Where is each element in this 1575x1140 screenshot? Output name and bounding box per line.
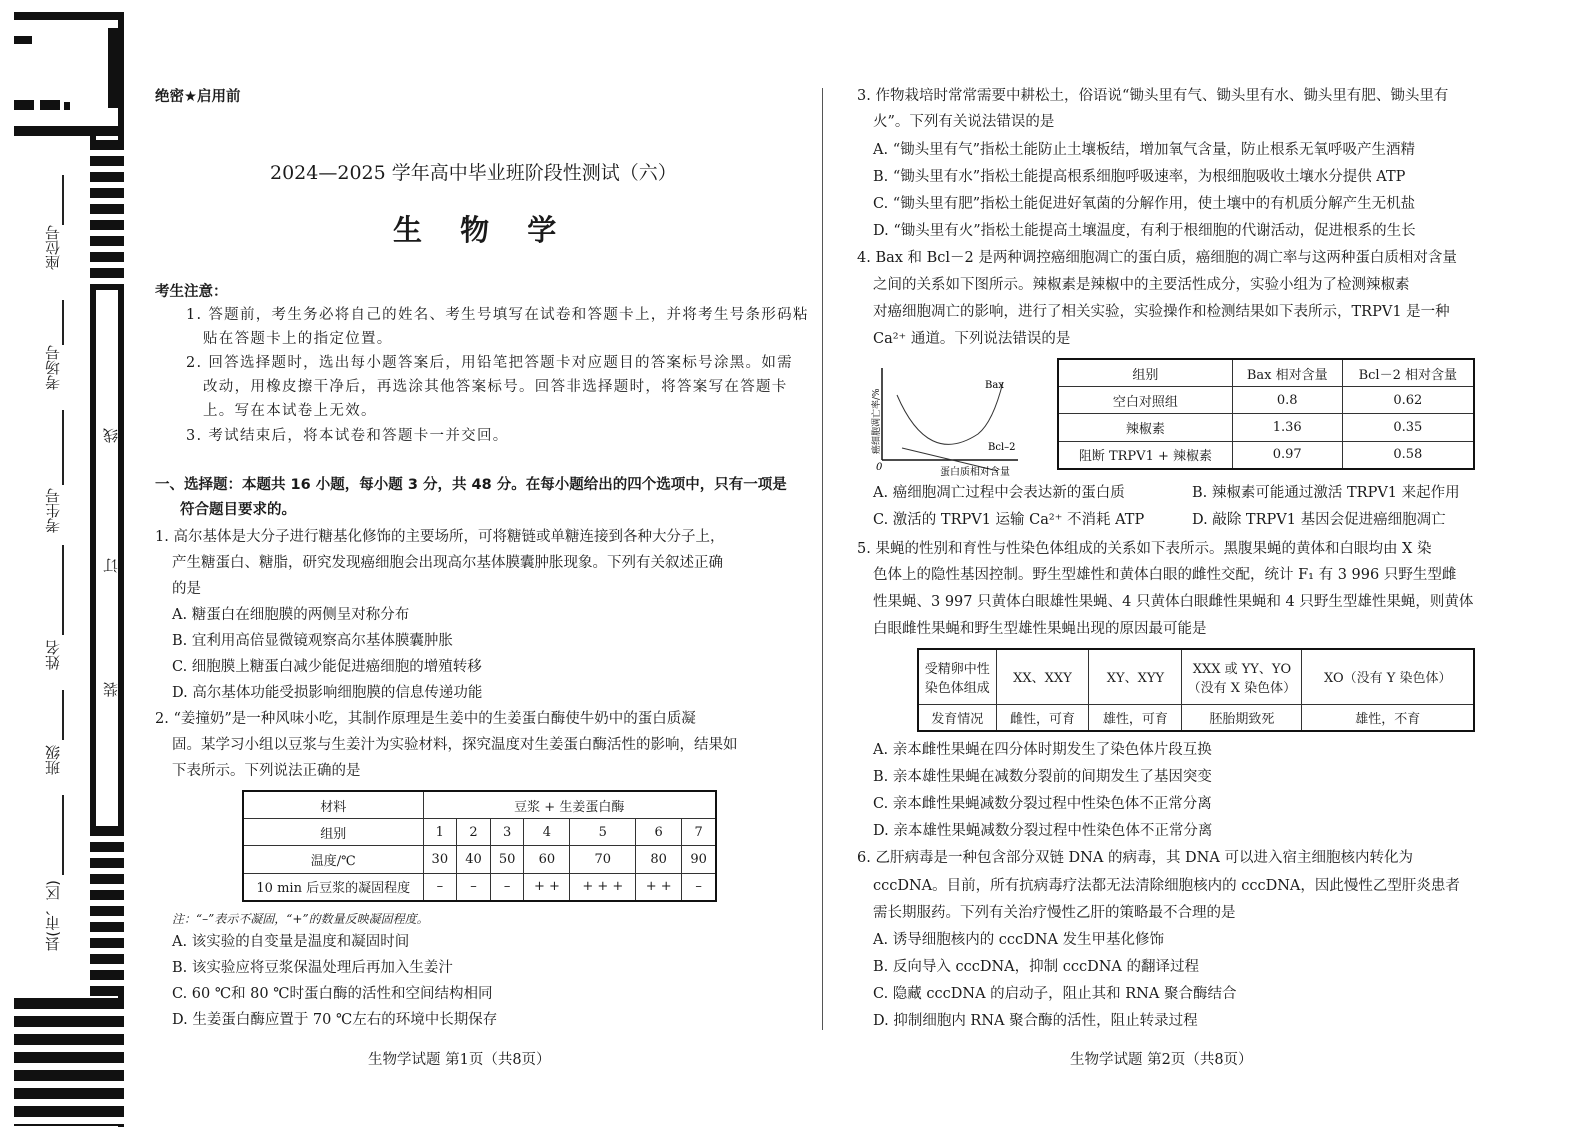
mark-line: 线	[102, 428, 120, 443]
question-stem: 产生糖蛋白、糖脂，研究发现癌细胞会出现高尔基体膜囊肿胀现象。下列有关叙述正确	[172, 555, 723, 571]
table-cell: 辣椒素	[1058, 414, 1232, 441]
option-c: C. 亲本雌性果蝇减数分裂过程中性染色体不正常分离	[873, 796, 1212, 812]
table-cell: 6	[636, 819, 682, 846]
table-cell: 4	[524, 819, 570, 846]
option-b: B. 宜利用高倍显微镜观察高尔基体膜囊肿胀	[172, 633, 453, 649]
option-d: D. 敲除 TRPV1 基因会促进癌细胞凋亡	[1192, 512, 1446, 528]
question-stem: 6. 乙肝病毒是一种包含部分双链 DNA 的病毒，其 DNA 可以进入宿主细胞核内转化为	[857, 850, 1413, 866]
question-stem: 白眼雌性果蝇和野生型雄性果蝇出现的原因最可能是	[873, 621, 1207, 637]
table-cell: 90	[682, 846, 716, 873]
option-a: A. 癌细胞凋亡过程中会表达新的蛋白质	[873, 485, 1125, 501]
table-row	[1058, 359, 1474, 387]
table-cell: 阻断 TRPV1 + 辣椒素	[1058, 441, 1232, 469]
option-a: A. 亲本雌性果蝇在四分体时期发生了染色体片段互换	[873, 742, 1212, 758]
option-a: A. 糖蛋白在细胞膜的两侧呈对称分布	[172, 607, 410, 623]
notice-line: 改动，用橡皮擦干净后，再选涂其他答案标号。回答非选择题时，将答案写在答题卡	[203, 379, 788, 395]
table-cell: 0.97	[1232, 441, 1342, 469]
table-header: 组别	[1058, 359, 1232, 387]
table-cell: 30	[423, 846, 457, 873]
section-heading: 一、选择题：本题共 16 小题，每小题 3 分，共 48 分。在每小题给出的四个选项中，只有一项是	[155, 477, 787, 493]
field-class: 班级	[44, 745, 62, 775]
option-b: B. 反向导入 cccDNA，抑制 cccDNA 的翻译过程	[873, 959, 1199, 975]
table-cell: 0.35	[1342, 414, 1474, 441]
table-row	[918, 704, 1474, 731]
option-d: D. 亲本雄性果蝇减数分裂过程中性染色体不正常分离	[873, 823, 1213, 839]
table-cell: 2	[457, 819, 491, 846]
table-cell: + +	[636, 873, 682, 901]
table-cell: –	[423, 873, 457, 901]
question-stem: 2. “姜撞奶”是一种风味小吃，其制作原理是生姜中的生姜蛋白酶使牛奶中的蛋白质凝	[155, 711, 696, 727]
table-row	[243, 873, 716, 901]
field-exam-number: 考生号	[44, 488, 62, 533]
table-cell: –	[457, 873, 491, 901]
table-header: 豆浆 + 生姜蛋白酶	[423, 791, 716, 819]
question-stem: Ca²⁺ 通道。下列说法错误的是	[873, 331, 1071, 347]
table-cell: 空白对照组	[1058, 387, 1232, 414]
option-b: B. 亲本雄性果蝇在减数分裂前的间期发生了基因突变	[873, 769, 1212, 785]
option-c: C. 激活的 TRPV1 运输 Ca²⁺ 不消耗 ATP	[873, 512, 1145, 528]
table-cell: 10 min 后豆浆的凝固程度	[243, 873, 423, 901]
notice-line: 贴在答题卡上的指定位置。	[203, 331, 393, 347]
confidential-label: 绝密★启用前	[155, 89, 241, 105]
subject-title: 生 物 学	[393, 213, 571, 247]
question-stem: 固。某学习小组以豆浆与生姜汁为实验材料，探究温度对生姜蛋白酶活性的影响，结果如	[172, 737, 738, 753]
table-cell: 0.62	[1342, 387, 1474, 414]
notice-heading: 考生注意：	[155, 284, 228, 300]
table-cell: 0.58	[1342, 441, 1474, 469]
option-a: A. 诱导细胞核内的 cccDNA 发生甲基化修饰	[873, 932, 1165, 948]
option-d: D. 抑制细胞内 RNA 聚合酶的活性，阻止转录过程	[873, 1013, 1198, 1029]
table-cell: 60	[524, 846, 570, 873]
section-heading-cont: 符合题目要求的。	[180, 502, 296, 518]
bcl2-label: Bcl–2	[988, 442, 1016, 453]
x-axis-label: 蛋白质相对含量	[940, 467, 1010, 478]
origin-label: 0	[876, 462, 883, 473]
exam-title: 2024—2025 学年高中毕业班阶段性测试（六）	[270, 162, 677, 184]
option-b: B. “锄头里有水”指松土能提高根系细胞呼吸速率，为根细胞吸收土壤水分提供 ATP	[873, 169, 1406, 185]
table-cell: 雌性，可育	[996, 704, 1089, 731]
table-cell: 5	[570, 819, 636, 846]
question-stem: 需长期服药。下列有关治疗慢性乙肝的策略最不合理的是	[873, 905, 1236, 921]
mark-install: 装	[102, 682, 120, 697]
page-footer-2: 生物学试题 第2页（共8页）	[1070, 1052, 1253, 1068]
question-stem: 对癌细胞凋亡的影响，进行了相关实验，实验操作和检测结果如下表所示，TRPV1 是一种	[873, 304, 1450, 320]
chromosome-table	[917, 648, 1475, 732]
table-cell: 40	[457, 846, 491, 873]
table-header: 发育情况	[918, 704, 996, 731]
mark-bind: 订	[102, 558, 120, 573]
table-cell: XXX 或 YY、YO（没有 X 染色体）	[1182, 649, 1302, 704]
table-note: 注：“–”表示不凝固，“+”的数量反映凝固程度。	[172, 912, 429, 926]
question-stem: 3. 作物栽培时常常需要中耕松土，俗语说“锄头里有气、锄头里有水、锄头里有肥、锄头里有	[857, 88, 1449, 104]
question-stem: 色体上的隐性基因控制。野生型雄性和黄体白眼的雌性交配，统计 F₁ 有 3 996 只野生型雌	[873, 567, 1457, 583]
table-cell: 胚胎期致死	[1182, 704, 1302, 731]
field-exam-room: 考场号	[44, 345, 62, 390]
option-d: D. 高尔基体功能受损影响细胞膜的信息传递功能	[172, 685, 483, 701]
table-cell: XY、XYY	[1089, 649, 1182, 704]
table-cell: XX、XXY	[996, 649, 1089, 704]
option-d: D. “锄头里有火”指松土能提高土壤温度，有利于根细胞的代谢活动，促进根系的生长	[873, 223, 1416, 239]
table-cell: 80	[636, 846, 682, 873]
page-footer-1: 生物学试题 第1页（共8页）	[368, 1052, 551, 1068]
table-cell: 50	[490, 846, 524, 873]
table-cell: 1.36	[1232, 414, 1342, 441]
question-stem: 下表所示。下列说法正确的是	[172, 763, 361, 779]
option-c: C. 隐藏 cccDNA 的启动子，阻止其和 RNA 聚合酶结合	[873, 986, 1237, 1002]
table-cell: –	[682, 873, 716, 901]
table-cell: 组别	[243, 819, 423, 846]
field-county: 县(市、区)	[44, 880, 62, 952]
option-b: B. 辣椒素可能通过激活 TRPV1 来起作用	[1192, 485, 1460, 501]
table-cell: 1	[423, 819, 457, 846]
table-header: Bax 相对含量	[1232, 359, 1342, 387]
option-a: A. 该实验的自变量是温度和凝固时间	[172, 934, 410, 950]
y-axis-label: 癌细胞凋亡率/%	[872, 388, 882, 454]
table-cell: 雄性，可育	[1089, 704, 1182, 731]
question-stem: 之间的关系如下图所示。辣椒素是辣椒中的主要活性成分，实验小组为了检测辣椒素	[873, 277, 1410, 293]
table-cell: 雄性，不育	[1302, 704, 1474, 731]
table-row	[1058, 414, 1474, 441]
table-cell: 温度/℃	[243, 846, 423, 873]
field-seat-number: 座位号	[44, 225, 62, 270]
option-b: B. 该实验应将豆浆保温处理后再加入生姜汁	[172, 960, 453, 976]
apoptosis-graph	[868, 362, 1038, 482]
table-cell: –	[490, 873, 524, 901]
table-cell: + +	[524, 873, 570, 901]
question-stem: cccDNA。目前，所有抗病毒疗法都无法清除细胞核内的 cccDNA，因此慢性乙型肝炎患者	[873, 878, 1460, 894]
table-header: 受精卵中性染色体组成	[918, 649, 996, 704]
table-cell: 0.8	[1232, 387, 1342, 414]
table-cell: 3	[490, 819, 524, 846]
option-a: A. “锄头里有气”指松土能防止土壤板结，增加氧气含量，防止根系无氧呼吸产生酒精	[873, 142, 1416, 158]
bax-label: Bax	[985, 380, 1004, 391]
question-stem: 性果蝇、3 997 只黄体白眼雄性果蝇、4 只黄体白眼雌性果蝇和 4 只野生型雄性果蝇，则黄体	[873, 594, 1474, 610]
notice-line: 3. 考试结束后，将本试卷和答题卡一并交回。	[186, 428, 509, 444]
bax-curve	[897, 382, 1003, 444]
question-stem: 火”。下列有关说法错误的是	[873, 114, 1055, 130]
question-stem: 4. Bax 和 Bcl－2 是两种调控癌细胞凋亡的蛋白质，癌细胞的凋亡率与这两种蛋白质相对含量	[857, 250, 1457, 266]
table-row	[918, 649, 1474, 704]
column-divider	[822, 88, 823, 1030]
option-c: C. 60 ℃和 80 ℃时蛋白酶的活性和空间结构相同	[172, 986, 493, 1002]
table-cell: 70	[570, 846, 636, 873]
table-header: Bcl－2 相对含量	[1342, 359, 1474, 387]
question-stem: 1. 高尔基体是大分子进行糖基化修饰的主要场所，可将糖链或单糖连接到各种大分子上，	[155, 529, 725, 545]
table-cell: XO（没有 Y 染色体）	[1302, 649, 1474, 704]
notice-line: 上。写在本试卷上无效。	[203, 403, 377, 419]
notice-line: 1. 答题前，考生务必将自己的姓名、考生号填写在试卷和答题卡上，并将考生号条形码粘	[186, 307, 809, 323]
option-c: C. 细胞膜上糖蛋白减少能促进癌细胞的增殖转移	[172, 659, 482, 675]
question-stem: 的是	[172, 581, 201, 597]
table-row	[1058, 387, 1474, 414]
option-d: D. 生姜蛋白酶应置于 70 ℃左右的环境中长期保存	[172, 1012, 498, 1028]
question-stem: 5. 果蝇的性别和育性与性染色体组成的关系如下表所示。黑腹果蝇的黄体和白眼均由 X 染	[857, 541, 1432, 557]
capsaicin-table	[1057, 358, 1475, 470]
enzyme-table	[242, 790, 717, 902]
option-c: C. “锄头里有肥”指松土能促进好氧菌的分解作用，使土壤中的有机质分解产生无机盐	[873, 196, 1416, 212]
table-row	[243, 846, 716, 873]
field-name: 姓名	[44, 640, 62, 670]
table-header: 材料	[243, 791, 423, 819]
table-row	[243, 819, 716, 846]
table-cell: + + +	[570, 873, 636, 901]
table-row	[1058, 441, 1474, 469]
notice-line: 2. 回答选择题时，选出每小题答案后，用铅笔把答题卡对应题目的答案标号涂黑。如需	[186, 355, 793, 371]
table-cell: 7	[682, 819, 716, 846]
